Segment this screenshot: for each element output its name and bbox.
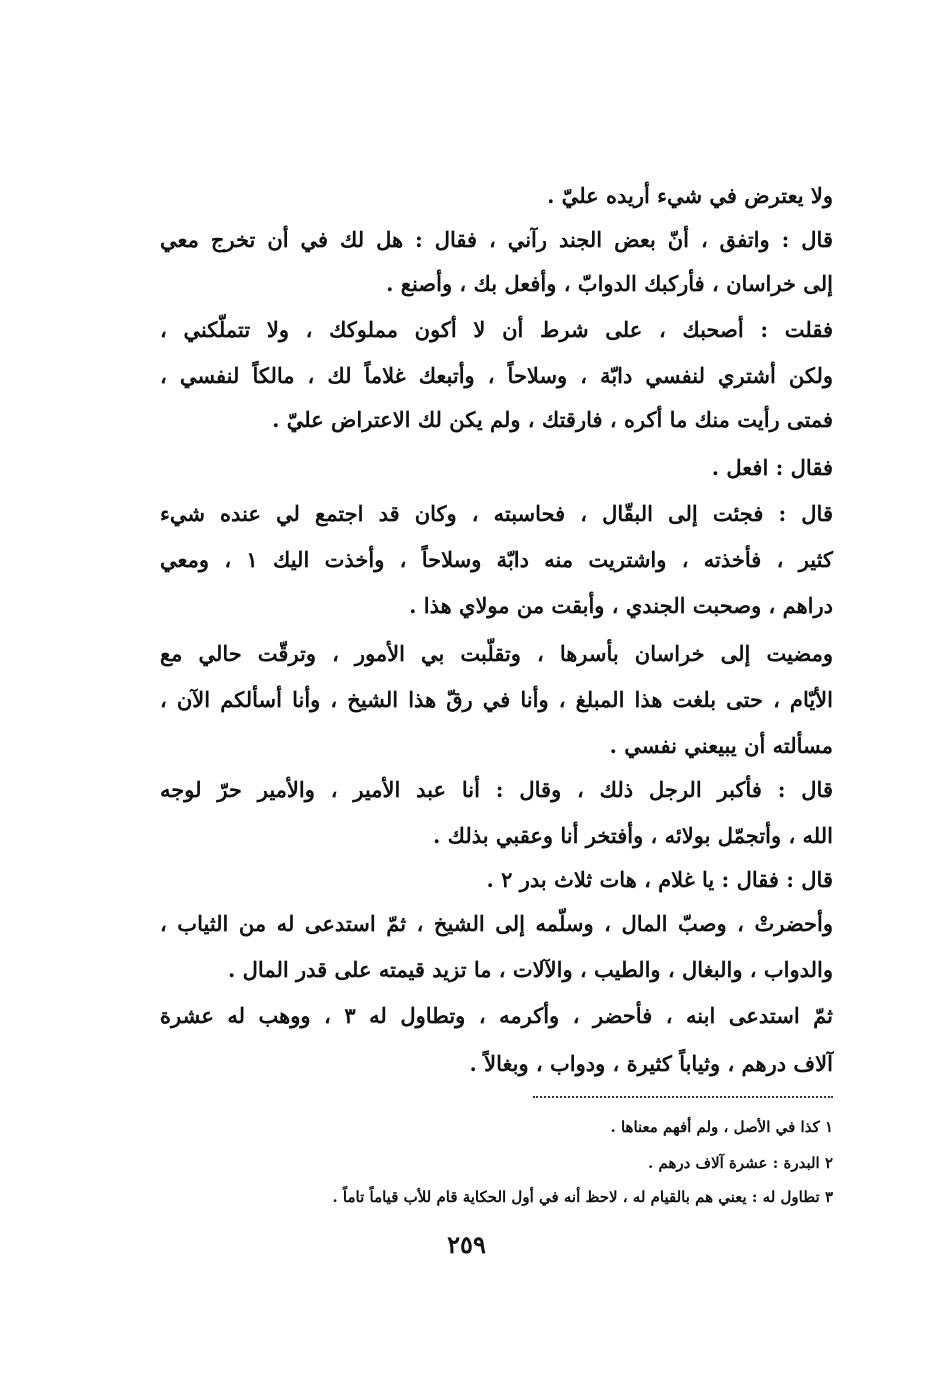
body-line-13: مسألته أن يبيعني نفسي .	[609, 733, 833, 758]
body-line-2: قال : واتفق ، أنّ بعض الجند رآني ، فقال : هل لك في أن تخرج معي	[160, 227, 833, 252]
body-line-20: آلاف درهم ، وثياباً كثيرة ، ودواب ، وبغالاً .	[469, 1051, 833, 1076]
body-line-18: والدواب ، والبغال ، والطيب ، والآلات ، ما تزيد قيمته على قدر المال .	[228, 957, 833, 982]
body-line-6: فمتى رأيت منك ما أكره ، فارقتك ، ولم يكن لك الاعتراض عليّ .	[272, 407, 833, 432]
footnote-3: ٣ تطاول له : يعني هم بالقيام له ، لاحظ أنه في أول الحكاية قام للأب قياماً تاماً .	[332, 1188, 833, 1206]
footnote-1: ١ كذا في الأصل ، ولم أفهم معناها .	[610, 1118, 833, 1136]
footnote-divider	[533, 1096, 833, 1098]
body-line-19: ثمّ استدعى ابنه ، فأحضر ، وأكرمه ، وتطاول له ٣ ، ووهب له عشرة	[160, 1003, 833, 1028]
body-line-10: دراهم ، وصحبت الجندي ، وأبقت من مولاي هذا .	[409, 593, 833, 618]
body-line-1: ولا يعترض في شيء أريده عليّ .	[547, 183, 833, 208]
body-line-7: فقال : افعل .	[711, 455, 833, 480]
body-line-8: قال : فجئت إلى البقّال ، فحاسبته ، وكان قد اجتمع لي عنده شيء	[160, 501, 833, 526]
body-line-4: فقلت : أصحبك ، على شرط أن لا أكون مملوكك ، ولا تتملّكني ،	[160, 317, 833, 342]
page-number: ٢٥٩	[447, 1230, 486, 1259]
body-line-14: قال : فأكبر الرجل ذلك ، وقال : أنا عبد الأمير ، والأمير حرّ لوجه	[160, 777, 833, 802]
body-line-5: ولكن أشتري لنفسي دابّة ، وسلاحاً ، وأتبعك غلاماً لك ، مالكاً لنفسي ،	[160, 363, 833, 388]
body-line-15: الله ، وأتجمّل بولائه ، وأفتخر أنا وعقبي بذلك .	[433, 823, 833, 848]
body-line-9: كثير ، فأخذته ، واشتريت منه دابّة وسلاحاً ، وأخذت اليك ١ ، ومعي	[160, 547, 833, 572]
body-line-3: إلى خراسان ، فأركبك الدوابّ ، وأفعل بك ، وأصنع .	[386, 271, 833, 296]
body-line-17: وأحضرتْ ، وصبّ المال ، وسلّمه إلى الشيخ ، ثمّ استدعى له من الثياب ،	[160, 911, 833, 936]
body-line-12: الأيّام ، حتى بلغت هذا المبلغ ، وأنا في رقّ هذا الشيخ ، وأنا أسألكم الآن ،	[160, 687, 833, 712]
body-line-11: ومضيت إلى خراسان بأسرها ، وتقلّبت بي الأمور ، وترقّت حالي مع	[160, 641, 833, 666]
footnote-2: ٢ البدرة : عشرة آلاف درهم .	[648, 1154, 833, 1172]
body-line-16: قال : فقال : يا غلام ، هات ثلاث بدر ٢ .	[486, 867, 833, 892]
